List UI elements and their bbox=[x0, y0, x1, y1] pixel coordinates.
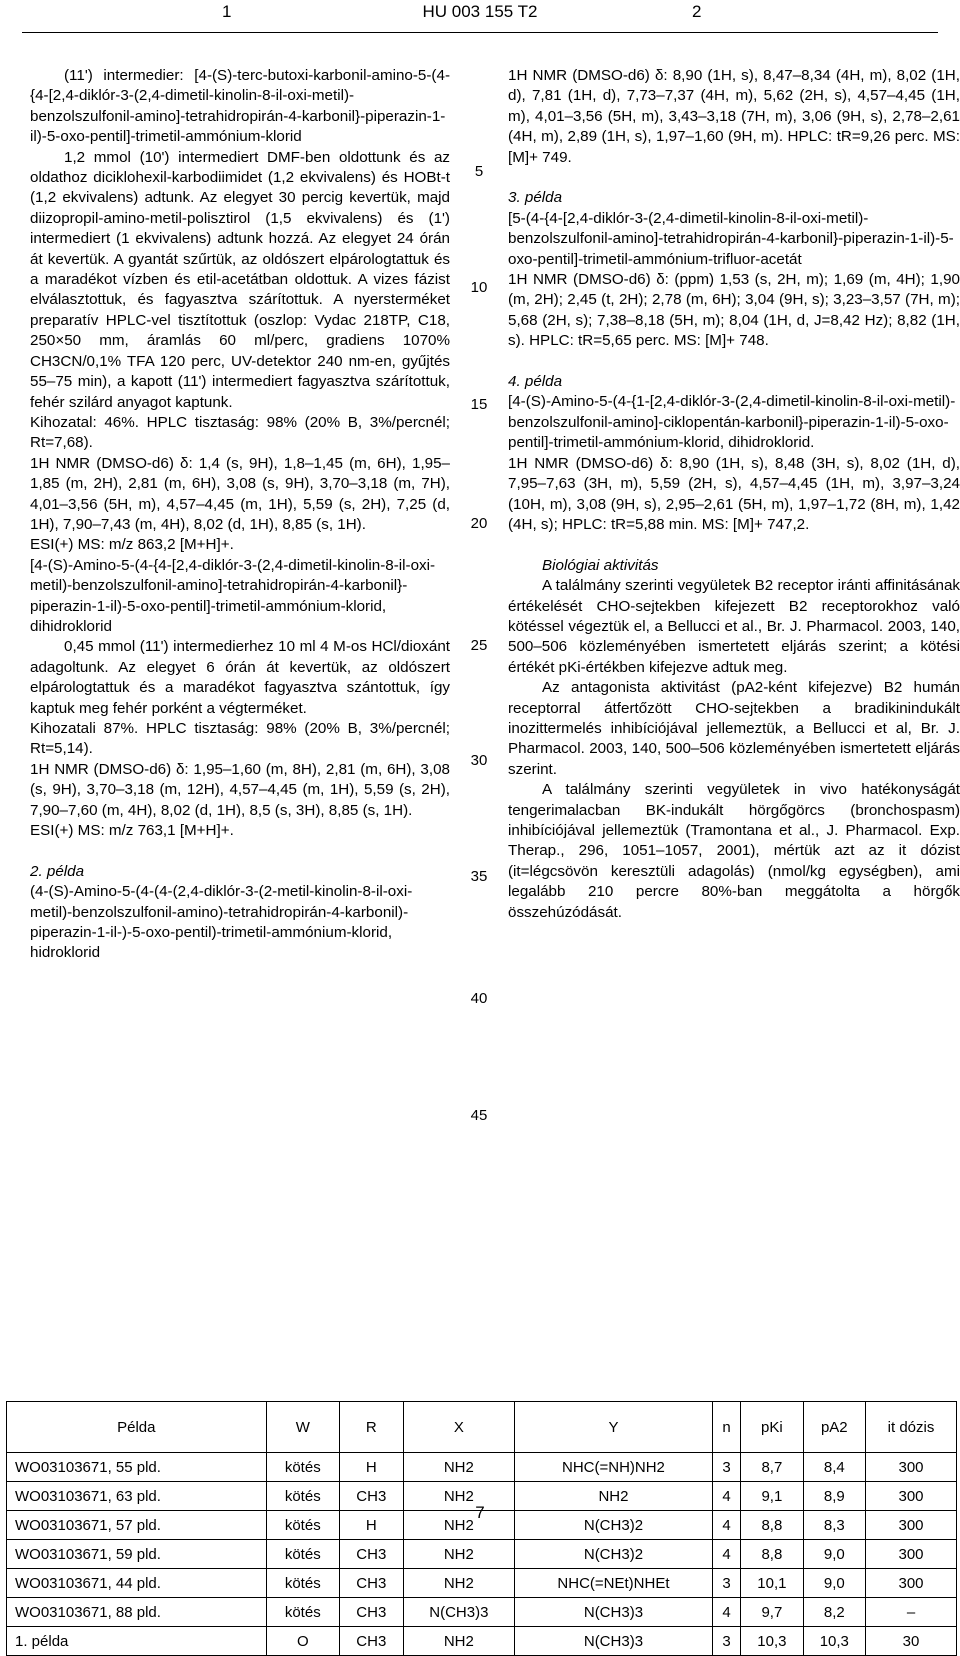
table-cell: CH3 bbox=[339, 1540, 403, 1569]
paragraph-nmr-example-4: 1H NMR (DMSO-d6) δ: 8,90 (1H, s), 8,48 (3H, s), 8,02 (1H, d), 7,95–7,63 (3H, m), 5,59 (2H, s), 4,57–4,45 (1H, m), 3,97–3,24 (10H, m), 3,08 (9H, s), 2,95–2,61 (5H, m), 1,97–1,72 (8H, m), 1,42 (4H, s); HPLC: tR=5,88 min. MS: [M]+ 747,2. bbox=[508, 454, 960, 533]
table-cell: 30 bbox=[866, 1627, 957, 1656]
table-cell: 3 bbox=[712, 1453, 740, 1482]
table-cell: 9,0 bbox=[803, 1569, 865, 1598]
table-header-cell: R bbox=[339, 1402, 403, 1453]
table-cell: CH3 bbox=[339, 1627, 403, 1656]
table-header-cell: pA2 bbox=[803, 1402, 865, 1453]
line-number: 30 bbox=[470, 752, 488, 769]
line-number: 10 bbox=[470, 279, 488, 296]
table-cell: 4 bbox=[712, 1482, 740, 1511]
paragraph-nmr-example-3: 1H NMR (DMSO-d6) δ: (ppm) 1,53 (s, 2H, m); 1,69 (m, 4H); 1,90 (m, 2H); 2,45 (t, 2H); 2,78 (m, 6H); 3,04 (9H, s); 3,23–3,57 (7H, m); 5,68 (2H, s); 7,38–8,18 (5H, m); 8,04 (1H, d, J=8,42 Hz); 8,82 (1H, s). HPLC: tR=5,65 perc. MS: [M]+ 748. bbox=[508, 271, 960, 350]
table-header-row bbox=[7, 1402, 957, 1453]
table-cell: 8,9 bbox=[803, 1482, 865, 1511]
table-cell: 1. példa bbox=[7, 1627, 267, 1656]
paragraph-nmr-example-2: 1H NMR (DMSO-d6) δ: 8,90 (1H, s), 8,47–8,34 (4H, m), 8,02 (1H, d), 7,81 (1H, d), 7,73–7,37 (4H, m), 5,62 (2H, s), 4,57–4,45 (1H, m), 4,01–3,56 (5H, m), 3,43–3,18 (7H, m), 3,06 (9H, s), 2,78–2,61 (4H, m), 2,89 (1H, s), 1,97–1,60 (9H, m). HPLC: tR=9,26 perc. MS: [M]+ 749. bbox=[508, 67, 960, 166]
table-cell: WO03103671, 88 pld. bbox=[7, 1598, 267, 1627]
table-cell: N(CH3)3 bbox=[403, 1598, 514, 1627]
paragraph-nmr-2: 1H NMR (DMSO-d6) δ: 1,95–1,60 (m, 8H), 2,81 (m, 6H), 3,08 (s, 9H), 3,70–3,18 (m, 12H), 4,57–4,45 (m, 1H), 5,59 (s, 2H), 7,90–7,60 (m, 4H), 8,02 (d, 1H), 8,5 (s, 3H), 8,85 (s, 1H). bbox=[30, 760, 450, 819]
table-cell: 8,7 bbox=[741, 1453, 803, 1482]
line-number: 5 bbox=[474, 163, 484, 180]
example-3-heading: 3. példa bbox=[508, 189, 563, 207]
line-number: 25 bbox=[470, 637, 488, 654]
table-cell: NHC(=NH)NH2 bbox=[515, 1453, 713, 1482]
paragraph-ms-1: ESI(+) MS: m/z 863,2 [M+H]+. bbox=[30, 536, 234, 554]
header-rule bbox=[22, 32, 938, 33]
table-cell: kötés bbox=[266, 1453, 339, 1482]
line-number: 45 bbox=[470, 1107, 488, 1124]
left-column bbox=[30, 66, 450, 964]
paragraph-intermediate-11-title: (11') intermedier: [4-(S)-terc-butoxi-karbonil-amino-5-(4-{4-[2,4-diklór-3-(2,4-dimetil-kinolin-8-il-oxi-metil)-benzolszulfonil-amino]-tetrahidropirán-4-karbonil}-piperazin-1-il)-5-oxo-pentil]-trimetil-ammónium-klorid bbox=[30, 67, 450, 146]
table-cell: WO03103671, 59 pld. bbox=[7, 1540, 267, 1569]
table-cell: H bbox=[339, 1453, 403, 1482]
patent-number: HU 003 155 T2 bbox=[422, 2, 538, 21]
footer-page-number: 7 bbox=[475, 1503, 485, 1522]
table-cell: 8,4 bbox=[803, 1453, 865, 1482]
table-cell: NH2 bbox=[403, 1627, 514, 1656]
example-2-heading: 2. példa bbox=[30, 862, 85, 880]
table-cell: 10,3 bbox=[803, 1627, 865, 1656]
table-cell: 9,0 bbox=[803, 1540, 865, 1569]
results-table bbox=[6, 1401, 957, 1656]
paragraph-affinity: A találmány szerinti vegyületek B2 receptor iránti affinitásának értékelését CHO-sejtekben kifejezett B2 receptorokhoz való kötéssel végeztük el, a Bellucci et al., Br. J. Pharmacol. 2003, 140, 500–506 közleményében ismertetett eljárás szerint; a kötési értékét pKi-értékben kifejezve adtuk meg. bbox=[508, 577, 960, 676]
table-cell: 3 bbox=[712, 1627, 740, 1656]
table-cell: NH2 bbox=[403, 1511, 514, 1540]
table-cell: NH2 bbox=[403, 1453, 514, 1482]
table-row bbox=[7, 1569, 957, 1598]
table-cell: NH2 bbox=[515, 1482, 713, 1511]
table-header-cell: pKi bbox=[741, 1402, 803, 1453]
right-column bbox=[508, 66, 960, 923]
table-cell: O bbox=[266, 1627, 339, 1656]
table-cell: 4 bbox=[712, 1598, 740, 1627]
table-cell: WO03103671, 44 pld. bbox=[7, 1569, 267, 1598]
table-header-cell: Példa bbox=[7, 1402, 267, 1453]
table-cell: NH2 bbox=[403, 1482, 514, 1511]
table-cell: WO03103671, 63 pld. bbox=[7, 1482, 267, 1511]
table-cell: kötés bbox=[266, 1569, 339, 1598]
paragraph-antagonist: Az antagonista aktivitást (pA2-ként kifejezve) B2 humán receptorral átfertőzött CHO-sejtekben a bradikinindukált inozittermelés inhibíciójával jellemeztük, a Bellucci et al, Br. J. Pharmacol. 2003, 140, 500–506 közleményében ismertetett eljárás szerint. bbox=[508, 679, 960, 778]
table-cell: kötés bbox=[266, 1598, 339, 1627]
paragraph-yield-2: Kihozatali 87%. HPLC tisztaság: 98% (20% B, 3%/percnél; Rt=5,14). bbox=[30, 720, 450, 758]
table-header-cell: n bbox=[712, 1402, 740, 1453]
paragraph-synthesis: 1,2 mmol (10') intermediert DMF-ben oldottunk és az oldathoz diciklohexil-karbodiimidet (1,2 ekvivalens) és HOBt-t (1,2 ekvivalens) adtunk. Az elegyet 30 percig kevertük, majd diizopropil-amino-metil-polisztirol (1,5 ekvivalens) és (1') intermediert (1 ekvivalens) adtunk hozzá. Az elegyet 24 órán át kevertük. A gyantát szűrtük, az oldószert elpárologtattuk és a maradékot vízben és etil-acetátban oldottuk. A vizes fázist elválasztottuk, és fagyasztva szárítottuk. A nyersterméket preparatív HPLC-vel tisztítottuk (oszlop: Vydac 218TP, C18, 250×50 mm, áramlás 60 ml/perc, gradiens 1070% CH3CN/0,1% TFA 120 perc, UV-detektor 240 nm-en, gyűjtés 55–75 min), a kapott (11') intermediert fagyasztva szárítottuk, fehér szilárd anyagot kaptunk. bbox=[30, 148, 450, 411]
table-cell: 4 bbox=[712, 1511, 740, 1540]
table-cell: 8,8 bbox=[741, 1511, 803, 1540]
table-cell: 10,1 bbox=[741, 1569, 803, 1598]
table-header-cell: X bbox=[403, 1402, 514, 1453]
table-cell: WO03103671, 55 pld. bbox=[7, 1453, 267, 1482]
table-cell: kötés bbox=[266, 1482, 339, 1511]
table-row bbox=[7, 1540, 957, 1569]
table-header-cell: it dózis bbox=[866, 1402, 957, 1453]
table-cell: N(CH3)2 bbox=[515, 1540, 713, 1569]
line-number: 20 bbox=[470, 515, 488, 532]
example-3-title: [5-(4-{4-[2,4-diklór-3-(2,4-dimetil-kinolin-8-il-oxi-metil)-benzolszulfonil-amino]-tetrahidropirán-4-karbonil}-piperazin-1-il)-5-oxo-pentil]-trimetil-ammónium-trifluor-acetát bbox=[508, 209, 954, 268]
table-cell: N(CH3)3 bbox=[515, 1598, 713, 1627]
table-cell: 8,3 bbox=[803, 1511, 865, 1540]
table-cell: – bbox=[866, 1598, 957, 1627]
page-number-right: 2 bbox=[692, 2, 702, 21]
example-4-heading: 4. példa bbox=[508, 373, 563, 391]
paragraph-compound-title: [4-(S)-Amino-5-(4-{4-[2,4-diklór-3-(2,4-dimetil-kinolin-8-il-oxi-metil)-benzolszulfonil-amino]-tetrahidropirán-4-karbonil}-piperazin-1-il)-5-oxo-pentil]-trimetil-ammónium-klorid, dihidroklorid bbox=[30, 556, 436, 635]
table-cell: NH2 bbox=[403, 1569, 514, 1598]
biological-activity-heading: Biológiai aktivitás bbox=[542, 556, 659, 574]
table-cell: 8,8 bbox=[741, 1540, 803, 1569]
table-cell: 300 bbox=[866, 1511, 957, 1540]
page-number-left: 1 bbox=[222, 2, 232, 21]
table-cell: 300 bbox=[866, 1569, 957, 1598]
paragraph-nmr-1: 1H NMR (DMSO-d6) δ: 1,4 (s, 9H), 1,8–1,45 (m, 6H), 1,95–1,85 (m, 2H), 2,81 (m, 6H), 3,08 (s, 9H), 3,70–3,18 (m, 7H), 4,01–3,56 (5H, m), 4,57–4,45 (m, 1H), 5,59 (s, 2H), 7,25 (d, 1H), 7,90–7,43 (m, 4H), 8,02 (d, 1H), 8,85 (s, 1H). bbox=[30, 454, 450, 533]
table-cell: 300 bbox=[866, 1482, 957, 1511]
table-cell: 9,7 bbox=[741, 1598, 803, 1627]
table-cell: 4 bbox=[712, 1540, 740, 1569]
table-cell: NHC(=NEt)NHEt bbox=[515, 1569, 713, 1598]
table-cell: CH3 bbox=[339, 1598, 403, 1627]
table-row bbox=[7, 1627, 957, 1656]
table-cell: CH3 bbox=[339, 1482, 403, 1511]
table-cell: 3 bbox=[712, 1569, 740, 1598]
table-cell: 300 bbox=[866, 1540, 957, 1569]
table-cell: 9,1 bbox=[741, 1482, 803, 1511]
table-header-cell: W bbox=[266, 1402, 339, 1453]
table-cell: N(CH3)3 bbox=[515, 1627, 713, 1656]
table-cell: WO03103671, 57 pld. bbox=[7, 1511, 267, 1540]
table-header-cell: Y bbox=[515, 1402, 713, 1453]
line-number: 15 bbox=[470, 396, 488, 413]
example-4-title: [4-(S)-Amino-5-(4-{1-[2,4-diklór-3-(2,4-dimetil-kinolin-8-il-oxi-metil)-benzolszulfonil-amino]-ciklopentán-karbonil}-piperazin-1-il)-5-oxo-pentil]-trimetil-ammónium-klorid, dihidroklorid. bbox=[508, 393, 956, 452]
table-cell: H bbox=[339, 1511, 403, 1540]
table-cell: CH3 bbox=[339, 1569, 403, 1598]
example-2-title: (4-(S)-Amino-5-(4-(4-(2,4-diklór-3-(2-metil-kinolin-8-il-oxi-metil)-benzolszulfonil-amino)-tetrahidropirán-4-karbonil)-piperazin-1-il-)-5-oxo-pentil)-trimetil-ammónium-klorid, hidroklorid bbox=[30, 883, 413, 962]
line-number: 35 bbox=[470, 868, 488, 885]
line-number: 40 bbox=[470, 990, 488, 1007]
paragraph-in-vivo: A találmány szerinti vegyületek in vivo hatékonyságát tengerimalacban BK-indukált hörgőgörcs (bronchospasm) inhibíciójával jellemeztük (Tramontana et al., J. Pharmacol. Exp. Therap., 296, 1051–1057, 2001), mértük azt az it dózist (it=légcsövön keresztüli adagolás) (nmol/kg egységben), ami legalább 210 percre 80%-ban meggátolta a hörgők összehúzódását. bbox=[508, 781, 960, 921]
paragraph-deprotection: 0,45 mmol (11') intermedierhez 10 ml 4 M-os HCl/dioxánt adagoltunk. Az elegyet 6 órán át kevertük, az oldószert elpárologtattuk és a maradékot fagyasztva szántottuk, így kaptuk meg fehér porként a végterméket. bbox=[30, 638, 450, 717]
table-cell: NH2 bbox=[403, 1540, 514, 1569]
table-row bbox=[7, 1453, 957, 1482]
paragraph-ms-2: ESI(+) MS: m/z 763,1 [M+H]+. bbox=[30, 822, 234, 840]
paragraph-yield-1: Kihozatal: 46%. HPLC tisztaság: 98% (20% B, 3%/percnél; Rt=7,68). bbox=[30, 413, 450, 452]
table-cell: kötés bbox=[266, 1511, 339, 1540]
table-cell: 300 bbox=[866, 1453, 957, 1482]
table-cell: kötés bbox=[266, 1540, 339, 1569]
table-row bbox=[7, 1598, 957, 1627]
table-cell: 10,3 bbox=[741, 1627, 803, 1656]
table-cell: N(CH3)2 bbox=[515, 1511, 713, 1540]
table-cell: 8,2 bbox=[803, 1598, 865, 1627]
